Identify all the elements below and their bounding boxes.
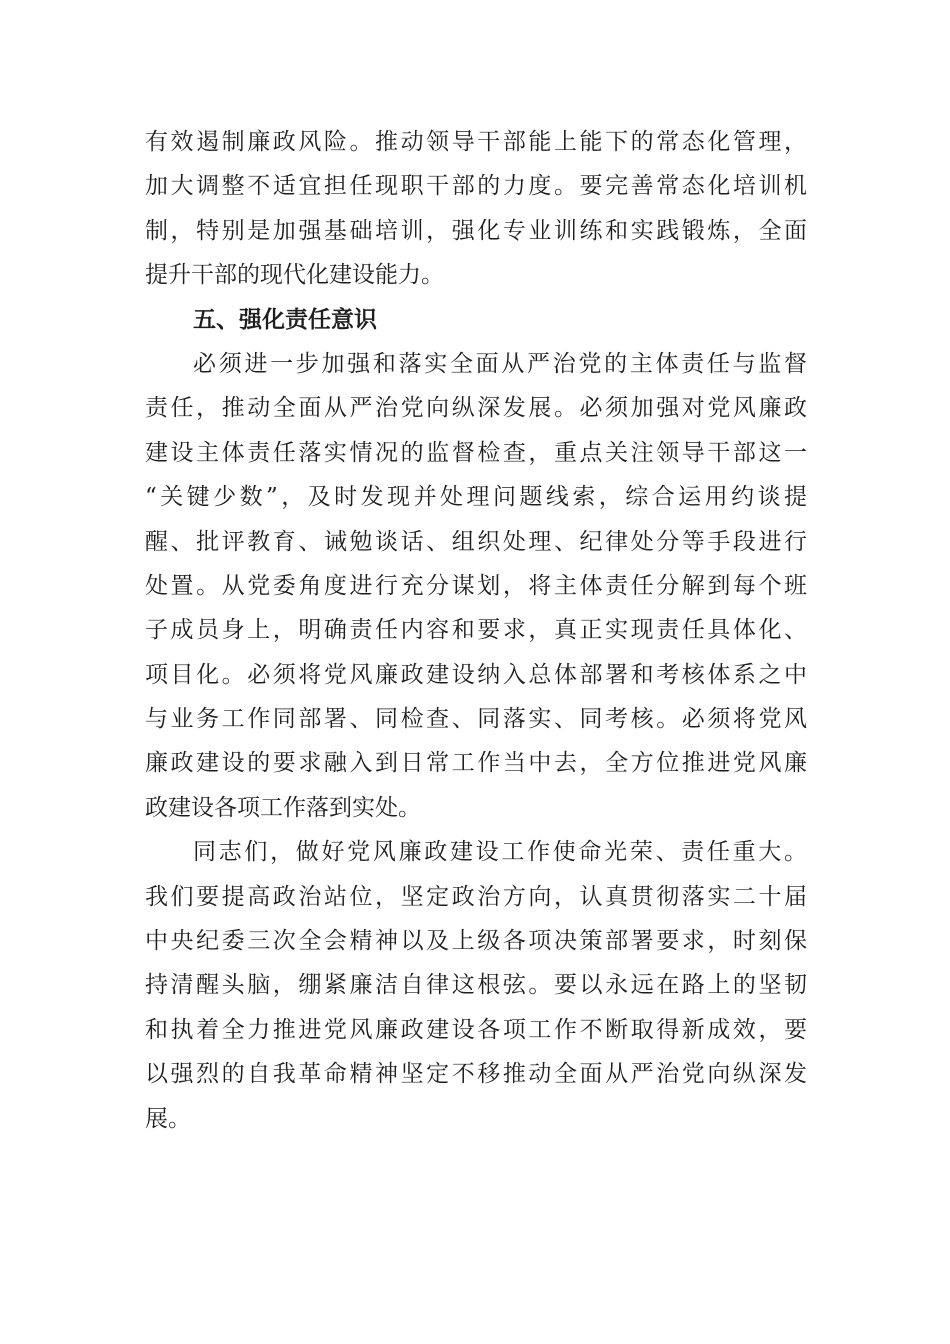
- text-line: 项目化。必须将党风廉政建设纳入总体部署和考核体系之中: [145, 661, 807, 688]
- text-line: 持清醒头脑，绷紧廉洁自律这根弦。要以永远在路上的坚韧: [145, 972, 807, 999]
- text-line: 政建设各项工作落到实处。: [145, 794, 421, 821]
- text-line: 加大调整不适宜担任现职干部的力度。要完善常态化培训机: [145, 173, 807, 200]
- text-line: 和执着全力推进党风廉政建设各项工作不断取得新成效，要: [145, 1016, 807, 1043]
- text-line: 制，特别是加强基础培训，强化专业训练和实践锻炼，全面: [145, 217, 807, 244]
- text-line: 必须进一步加强和落实全面从严治党的主体责任与监督: [193, 350, 807, 377]
- text-line: “关键少数”，及时发现并处理问题线索，综合运用约谈提: [145, 484, 807, 511]
- document-body: [145, 120, 807, 1141]
- text-line: 建设主体责任落实情况的监督检查，重点关注领导干部这一: [145, 439, 807, 466]
- section-paragraph: [145, 342, 807, 830]
- text-line: 处置。从党委角度进行充分谋划，将主体责任分解到每个班: [145, 572, 807, 599]
- text-line: 与业务工作同部署、同检查、同落实、同考核。必须将党风: [145, 706, 807, 733]
- text-line: 提升干部的现代化建设能力。: [145, 262, 444, 289]
- intro-paragraph: [145, 120, 807, 298]
- text-line: 有效遏制廉政风险。推动领导干部能上能下的常态化管理，: [145, 129, 807, 155]
- closing-paragraph: [145, 830, 807, 1141]
- text-line: 责任，推动全面从严治党向纵深发展。必须加强对党风廉政: [145, 395, 807, 422]
- text-line: 同志们，做好党风廉政建设工作使命光荣、责任重大。: [193, 839, 807, 866]
- text-line: 展。: [145, 1105, 191, 1132]
- text-line: 中央纪委三次全会精神以及上级各项决策部署要求，时刻保: [145, 928, 807, 955]
- text-line: 廉政建设的要求融入到日常工作当中去，全方位推进党风廉: [145, 750, 807, 777]
- text-line: 醒、批评教育、诫勉谈话、组织处理、纪律处分等手段进行: [145, 528, 807, 555]
- text-line: 我们要提高政治站位，坚定政治方向，认真贯彻落实二十届: [145, 883, 807, 910]
- text-line: 子成员身上，明确责任内容和要求，真正实现责任具体化、: [145, 617, 807, 644]
- text-line: 以强烈的自我革命精神坚定不移推动全面从严治党向纵深发: [145, 1061, 807, 1088]
- section-heading: 五、强化责任意识: [193, 306, 377, 333]
